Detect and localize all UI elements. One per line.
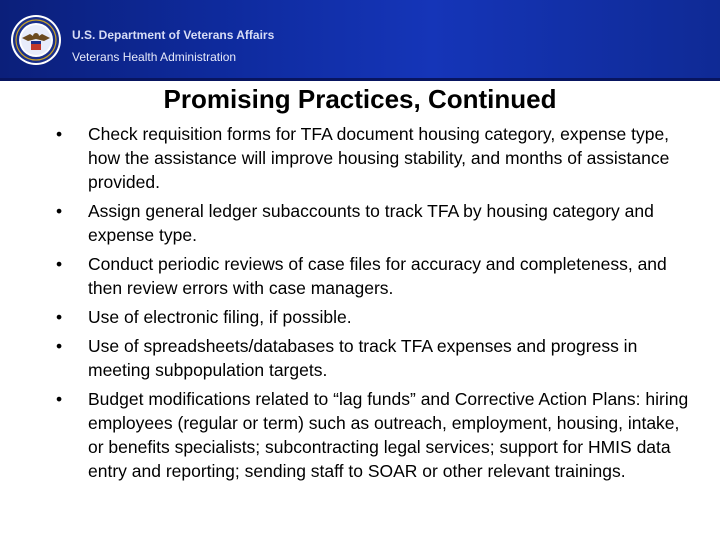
bullet-icon: • — [56, 124, 63, 144]
bullet-icon: • — [56, 336, 63, 356]
bullet-icon: • — [56, 307, 63, 327]
bullet-item — [56, 252, 696, 300]
bullet-text: Use of spreadsheets/databases to track TFA expenses and progress in meeting subpopulation targets. — [88, 336, 638, 380]
division-name: Veterans Health Administration — [72, 50, 237, 64]
bullet-item — [56, 199, 696, 247]
bullet-text: Conduct periodic reviews of case files for accuracy and completeness, and then review errors with case managers. — [88, 254, 667, 298]
bullet-item — [56, 387, 696, 483]
bullet-text: Assign general ledger subaccounts to track TFA by housing category and expense type. — [88, 201, 654, 245]
bullet-text: Check requisition forms for TFA document housing category, expense type, how the assistance will improve housing stability, and months of assistance provided. — [88, 124, 670, 192]
header-divider — [0, 78, 720, 81]
agency-name: U.S. Department of Veterans Affairs — [72, 28, 275, 42]
bullet-text: Budget modifications related to “lag funds” and Corrective Action Plans: hiring employees (regular or term) such as outreach, employment, housing, intake, or benefits specialists; subcontracting legal services; support for HMIS data entry and reporting; sending staff to SOAR or other relevant trainings. — [88, 389, 689, 481]
slide-title: Promising Practices, Continued — [163, 84, 557, 114]
va-seal-icon — [10, 14, 62, 66]
bullet-text: Use of electronic filing, if possible. — [88, 307, 352, 327]
bullet-icon: • — [56, 389, 63, 409]
bullet-list — [56, 122, 696, 488]
bullet-item — [56, 122, 696, 194]
bullet-item — [56, 305, 696, 329]
header-banner — [0, 0, 720, 78]
bullet-icon: • — [56, 201, 63, 221]
bullet-icon: • — [56, 254, 63, 274]
bullet-item — [56, 334, 696, 382]
